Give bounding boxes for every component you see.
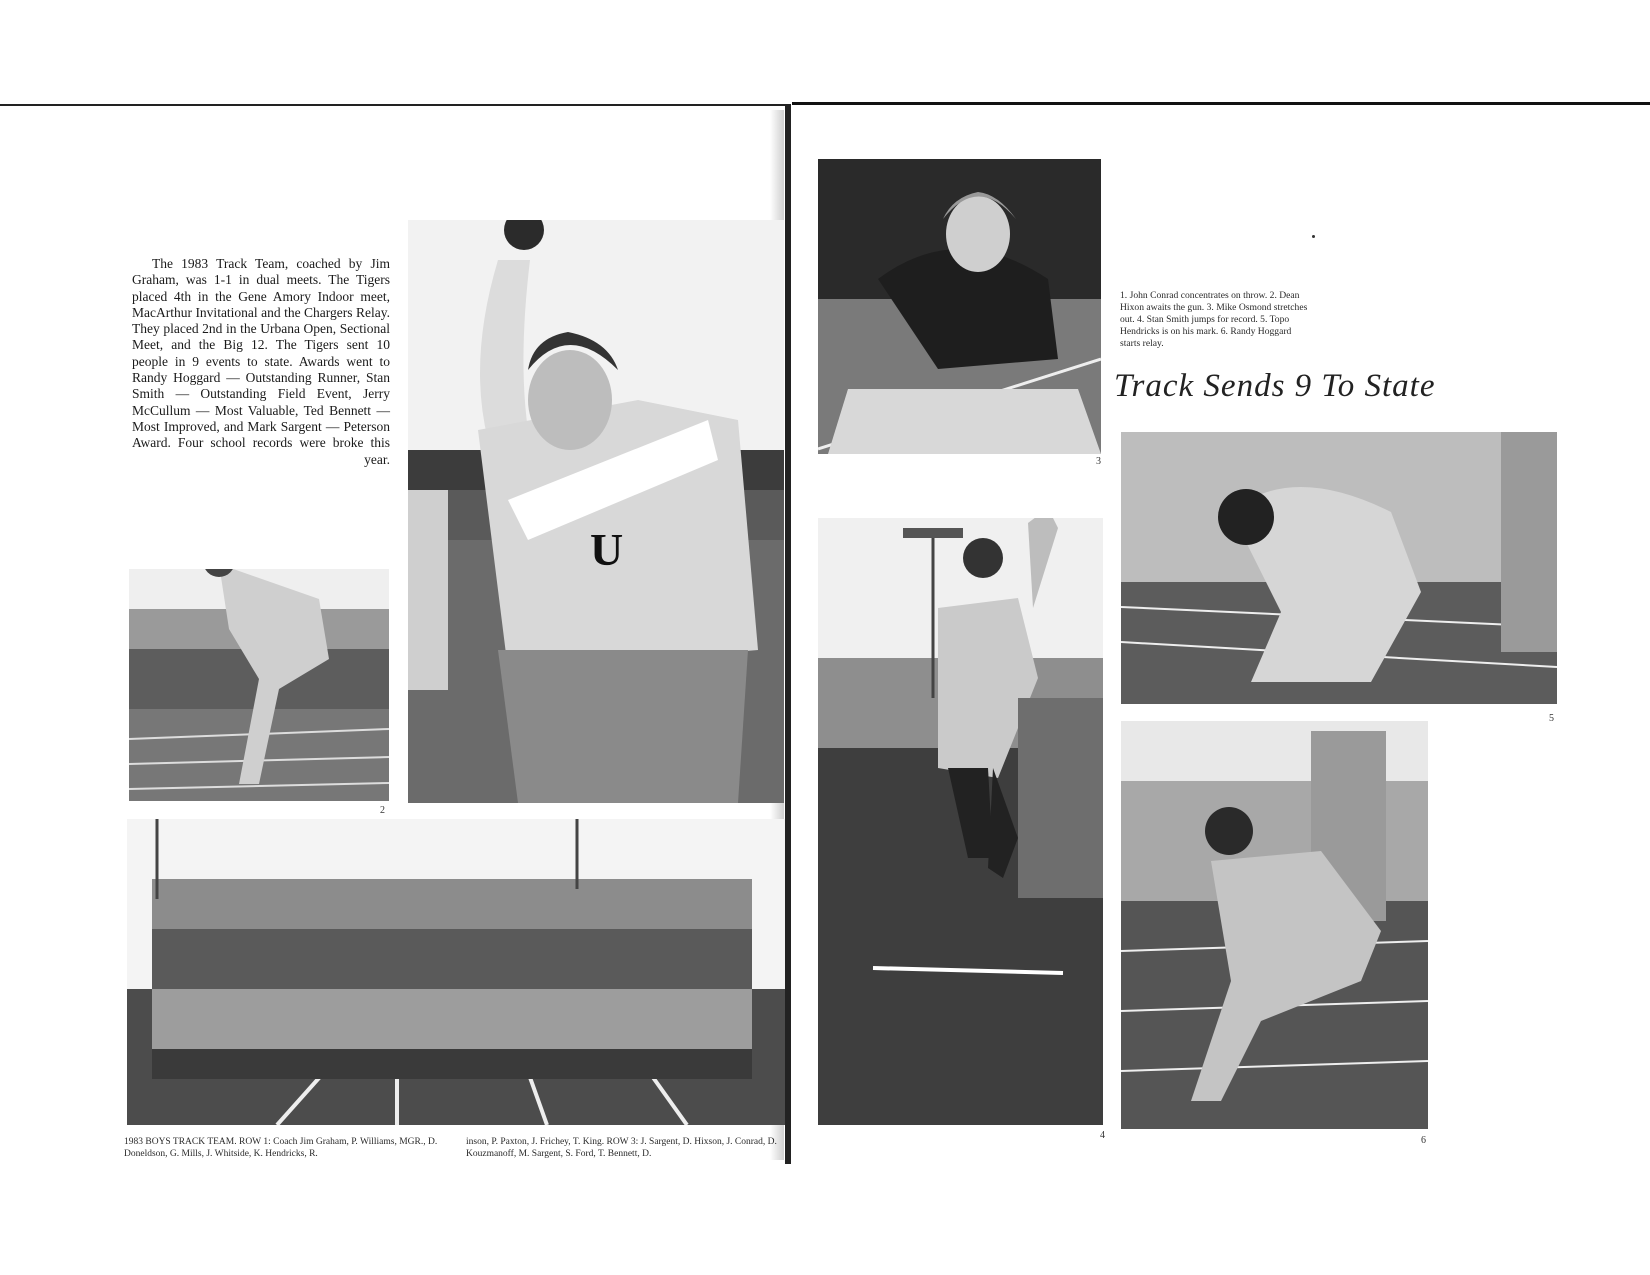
photo-on-mark bbox=[1121, 432, 1557, 704]
photo-runner-waits bbox=[129, 569, 389, 801]
photo-team bbox=[127, 819, 785, 1125]
photo-number-3: 3 bbox=[1096, 456, 1101, 467]
page-headline: Track Sends 9 To State bbox=[1114, 368, 1436, 404]
photo-long-jump bbox=[818, 518, 1103, 1125]
team-caption-col2: inson, P. Paxton, J. Frichey, T. King. ROW 3: J. Sargent, D. Hixson, J. Conrad, D. Kouzmanoff, M. Sargent, S. Ford, T. Bennett, D. bbox=[466, 1137, 777, 1159]
photo-stretching bbox=[818, 159, 1101, 454]
speck bbox=[1312, 235, 1315, 238]
top-rule-left bbox=[0, 104, 790, 106]
photo-shot-put bbox=[408, 220, 784, 803]
photo-number-5: 5 bbox=[1549, 713, 1554, 724]
intro-text-block bbox=[132, 256, 390, 468]
intro-paragraph: The 1983 Track Team, coached by Jim Graham, was 1-1 in dual meets. The Tigers placed 4th in the Gene Amory Indoor meet, MacArthur Invitational and the Chargers Relay. They placed 2nd in the Urbana Open, Sectional Meet, and the Big 12. The Tigers sent 10 people in 9 events to state. Awards went to Randy Hoggard — Outstanding Runner, Stan Smith — Outstanding Field Event, Jerry McCullum — Most Valuable, Ted Bennett — Most Improved, and Mark Sargent — Peterson Award. Four school records were broke this year. bbox=[132, 256, 390, 467]
photo-number-4: 4 bbox=[1100, 1130, 1105, 1141]
photo-captions: 1. John Conrad concentrates on throw. 2. Dean Hixon awaits the gun. 3. Mike Osmond stretches out. 4. Stan Smith jumps for record. 5. Topo Hendricks is on his mark. 6. Randy Hoggard starts relay. bbox=[1120, 290, 1308, 349]
photo-number-6: 6 bbox=[1421, 1135, 1426, 1146]
shirt-letter: U bbox=[590, 524, 624, 575]
top-rule-right bbox=[792, 102, 1650, 105]
photo-relay-start bbox=[1121, 721, 1428, 1129]
photo-number-2: 2 bbox=[380, 805, 385, 816]
book-spine bbox=[785, 104, 791, 1164]
team-caption-col1: 1983 BOYS TRACK TEAM. ROW 1: Coach Jim Graham, P. Williams, MGR., D. Doneldson, G. Mills, J. Whitside, K. Hendricks, R. bbox=[124, 1137, 438, 1159]
